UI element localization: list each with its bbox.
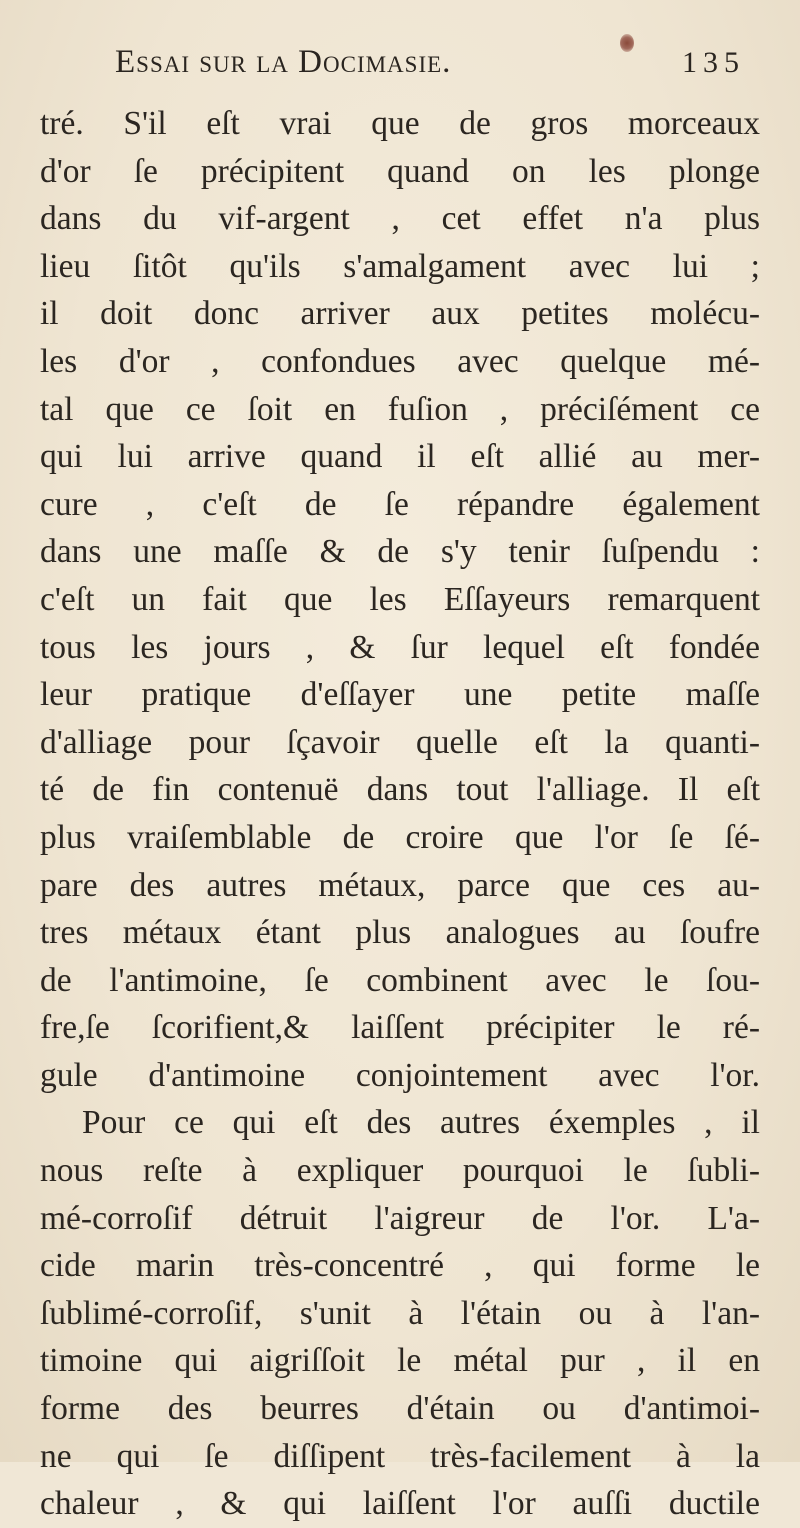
text-line: il doit donc arriver aux petites molécu-	[40, 295, 760, 333]
text-line: de l'antimoine, ſe combinent avec le ſou-	[40, 961, 760, 999]
text-line: plus vraiſemblable de croire que l'or ſe ſé-	[40, 818, 760, 856]
text-line: c'eſt un fait que les Eſſayeurs remarquent	[40, 580, 760, 618]
text-line: dans du vif-argent , cet effet n'a plus	[40, 200, 760, 238]
text-line: mé-corroſif détruit l'aigreur de l'or. L'a-	[40, 1199, 760, 1237]
text-line: cide marin très-concentré , qui forme le	[40, 1247, 760, 1285]
text-line: lieu ſitôt qu'ils s'amalgament avec lui ;	[40, 247, 760, 285]
text-line: chaleur , & qui laiſſent l'or auſſi ductile	[40, 1485, 760, 1523]
text-line: ſublimé-corroſif, s'unit à l'étain ou à l'an-	[40, 1294, 760, 1332]
text-line: timoine qui aigriſſoit le métal pur , il en	[40, 1342, 760, 1380]
body-text	[40, 100, 760, 1528]
text-line: tré. S'il eſt vrai que de gros morceaux	[40, 105, 760, 142]
text-line: té de fin contenuë dans tout l'alliage. Il eſt	[40, 771, 760, 809]
text-line: forme des beurres d'étain ou d'antimoi-	[40, 1390, 760, 1428]
text-line: ne qui ſe diſſipent très-facilement à la	[40, 1437, 760, 1475]
text-line: d'alliage pour ſçavoir quelle eſt la quanti-	[40, 723, 760, 761]
text-line: pare des autres métaux, parce que ces au-	[40, 866, 760, 904]
text-line: tal que ce ſoit en fuſion , préciſément ce	[40, 390, 760, 428]
page-number: 135	[682, 46, 745, 79]
running-title: Essai sur la Docimasie.	[115, 44, 452, 80]
text-line: gule d'antimoine conjointement avec l'or.	[40, 1056, 760, 1094]
text-line: les d'or , confondues avec quelque mé-	[40, 342, 760, 380]
text-line: cure , c'eſt de ſe répandre également	[40, 485, 760, 523]
text-line: nous reſte à expliquer pourquoi le ſubli-	[40, 1152, 760, 1190]
text-line: fre,ſe ſcorifient,& laiſſent précipiter le ré-	[40, 1009, 760, 1047]
text-line-paragraph-start: Pour ce qui eſt des autres éxemples , il	[82, 1104, 760, 1142]
text-line: tous les jours , & ſur lequel eſt fondée	[40, 628, 760, 666]
page-header	[115, 44, 745, 94]
text-line: qui lui arrive quand il eſt allié au mer-	[40, 438, 760, 476]
text-line: d'or ſe précipitent quand on les plonge	[40, 152, 760, 190]
text-line: dans une maſſe & de s'y tenir ſuſpendu :	[40, 533, 760, 571]
text-line: tres métaux étant plus analogues au ſoufre	[40, 914, 760, 952]
text-line: leur pratique d'eſſayer une petite maſſe	[40, 676, 760, 714]
